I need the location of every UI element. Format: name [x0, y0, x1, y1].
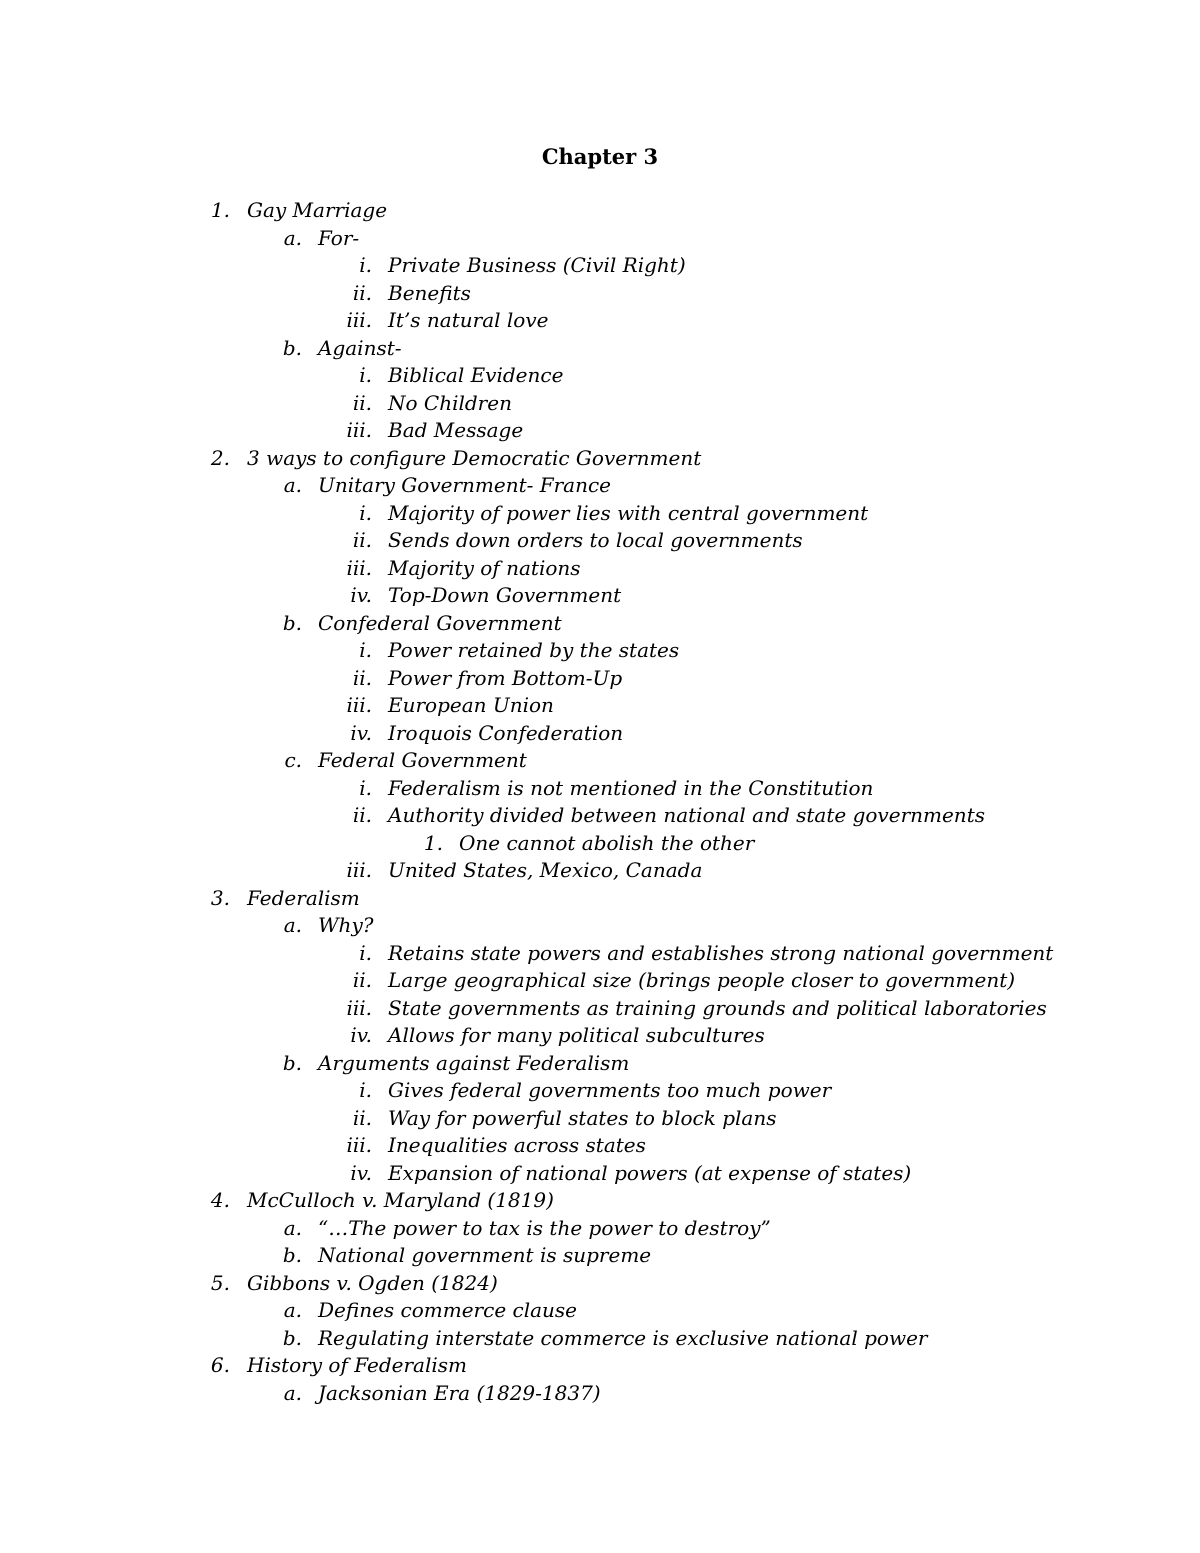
outline-item-marker: b.	[282, 1050, 302, 1075]
outline-item-level-3	[0, 1022, 1200, 1050]
outline-item-marker: 1.	[210, 198, 230, 222]
outline-item-marker: 1.	[423, 830, 443, 855]
outline-item-marker: 6.	[210, 1353, 230, 1377]
outline-item-level-2	[0, 1050, 1200, 1078]
outline-item-text: Defines commerce clause	[318, 1298, 578, 1322]
outline-item-level-3	[0, 692, 1200, 720]
outline-item-level-3	[0, 582, 1200, 610]
outline-item-marker: a.	[283, 1380, 302, 1405]
outline-item-level-2	[0, 610, 1200, 638]
outline-item-text: It’s natural love	[388, 308, 549, 332]
outline-item-marker: iv.	[350, 720, 372, 745]
outline-item-level-3	[0, 252, 1200, 280]
outline-item-level-3	[0, 940, 1200, 968]
outline-item-text: Confederal Government	[318, 610, 562, 635]
outline-item-text: Majority of power lies with central government	[388, 500, 869, 525]
outline-item-marker: i.	[359, 940, 372, 965]
outline-item-level-3	[0, 637, 1200, 665]
outline-item-level-3	[0, 1132, 1200, 1160]
outline-item-text: Bad Message	[388, 418, 524, 442]
outline-item-text: Way for powerful states to block plans	[388, 1105, 777, 1130]
outline-item-marker: i.	[359, 775, 372, 800]
outline-list	[0, 197, 1200, 1407]
outline-item-marker: ii.	[352, 390, 372, 415]
outline-item-marker: iii.	[346, 418, 372, 442]
outline-item-text: Benefits	[388, 280, 471, 305]
outline-item-marker: a.	[283, 473, 302, 497]
outline-item-level-1	[0, 1187, 1200, 1215]
outline-item-marker: c.	[284, 748, 302, 772]
outline-item-level-3	[0, 527, 1200, 555]
outline-item-level-3	[0, 857, 1200, 885]
outline-item-text: Gives federal governments too much power	[388, 1078, 832, 1102]
outline-item-marker: ii.	[352, 803, 372, 827]
outline-item-level-3	[0, 802, 1200, 830]
outline-item-text: Large geographical size (brings people closer to government)	[388, 968, 1016, 992]
outline-item-level-2	[0, 1325, 1200, 1353]
outline-item-level-1	[0, 445, 1200, 473]
outline-item-level-1	[0, 885, 1200, 913]
outline-item-text: Biblical Evidence	[388, 363, 564, 387]
outline-item-text: Expansion of national powers (at expense of states)	[388, 1160, 912, 1185]
outline-item-marker: a.	[283, 225, 302, 250]
outline-item-marker: ii.	[352, 1105, 372, 1130]
outline-item-text: Federalism	[247, 885, 360, 910]
outline-item-marker: 4.	[210, 1188, 230, 1212]
outline-item-marker: iv.	[350, 1023, 372, 1047]
outline-item-marker: i.	[359, 1078, 372, 1102]
outline-item-text: State governments as training grounds and political laboratories	[388, 995, 1047, 1020]
outline-item-marker: iv.	[350, 1160, 372, 1185]
outline-item-marker: iii.	[346, 858, 372, 882]
outline-item-level-1	[0, 197, 1200, 225]
outline-item-marker: iii.	[346, 995, 372, 1020]
outline-item-text: Arguments against Federalism	[318, 1050, 630, 1075]
outline-item-text: Gay Marriage	[247, 198, 388, 222]
outline-item-marker: b.	[282, 335, 302, 360]
outline-item-level-3	[0, 280, 1200, 308]
outline-item-level-1	[0, 1270, 1200, 1298]
outline-item-level-2	[0, 1215, 1200, 1243]
outline-item-text: Sends down orders to local governments	[388, 528, 803, 552]
outline-item-text: Regulating interstate commerce is exclusive national power	[318, 1325, 928, 1350]
outline-item-level-3	[0, 665, 1200, 693]
outline-item-text: Top-Down Government	[388, 583, 622, 607]
outline-item-text: History of Federalism	[247, 1353, 467, 1377]
outline-item-marker: i.	[359, 253, 372, 277]
outline-item-text: Authority divided between national and state governments	[388, 803, 985, 827]
outline-item-level-2	[0, 1297, 1200, 1325]
outline-item-text: No Children	[388, 390, 512, 415]
outline-item-text: Against-	[318, 335, 402, 360]
outline-item-text: Gibbons v. Ogden (1824)	[247, 1270, 498, 1295]
outline-item-level-2	[0, 1380, 1200, 1408]
outline-item-marker: iii.	[346, 1133, 372, 1157]
outline-item-text: Why?	[318, 913, 374, 937]
outline-item-text: European Union	[388, 693, 554, 717]
outline-item-marker: i.	[359, 638, 372, 662]
outline-item-marker: 2.	[210, 445, 230, 470]
outline-item-marker: i.	[359, 363, 372, 387]
outline-item-level-2	[0, 472, 1200, 500]
outline-item-level-2	[0, 912, 1200, 940]
outline-item-text: Majority of nations	[388, 555, 581, 580]
outline-item-text: Jacksonian Era (1829-1837)	[318, 1380, 601, 1405]
outline-item-marker: iv.	[350, 583, 372, 607]
outline-item-marker: iii.	[346, 308, 372, 332]
outline-item-marker: 5.	[210, 1270, 230, 1295]
outline-item-text: Private Business (Civil Right)	[388, 253, 686, 277]
outline-item-marker: b.	[282, 610, 302, 635]
outline-item-marker: ii.	[352, 528, 372, 552]
outline-item-marker: ii.	[352, 665, 372, 690]
outline-item-marker: i.	[359, 500, 372, 525]
outline-item-text: “…The power to tax is the power to destroy”	[318, 1215, 771, 1240]
outline-item-text: For-	[318, 225, 360, 250]
outline-item-marker: a.	[283, 913, 302, 937]
outline-item-level-3	[0, 967, 1200, 995]
outline-item-level-3	[0, 307, 1200, 335]
outline-item-text: Iroquois Confederation	[388, 720, 624, 745]
outline-item-level-3	[0, 995, 1200, 1023]
outline-item-level-2	[0, 225, 1200, 253]
outline-item-text: National government is supreme	[318, 1243, 652, 1267]
outline-item-marker: a.	[283, 1215, 302, 1240]
outline-item-text: Power from Bottom-Up	[388, 665, 623, 690]
outline-item-level-3	[0, 720, 1200, 748]
outline-item-text: Federalism is not mentioned in the Constitution	[388, 775, 874, 800]
outline-item-text: Power retained by the states	[388, 638, 680, 662]
outline-item-level-3	[0, 1077, 1200, 1105]
outline-item-marker: b.	[282, 1325, 302, 1350]
outline-item-level-3	[0, 1105, 1200, 1133]
outline-item-level-4	[0, 830, 1200, 858]
outline-item-text: Retains state powers and establishes strong national government	[388, 940, 1054, 965]
outline-item-text: One cannot abolish the other	[459, 830, 755, 855]
outline-item-level-2	[0, 1242, 1200, 1270]
outline-item-marker: 3.	[210, 885, 230, 910]
outline-item-text: McCulloch v. Maryland (1819)	[247, 1188, 554, 1212]
outline-item-text: Inequalities across states	[388, 1133, 646, 1157]
outline-item-text: United States, Mexico, Canada	[388, 858, 703, 882]
outline-item-level-3	[0, 390, 1200, 418]
outline-item-marker: ii.	[352, 968, 372, 992]
outline-item-level-2	[0, 335, 1200, 363]
outline-item-level-3	[0, 362, 1200, 390]
outline-item-text: 3 ways to configure Democratic Government	[247, 445, 702, 470]
outline-item-level-3	[0, 1160, 1200, 1188]
outline-item-marker: ii.	[352, 280, 372, 305]
outline-item-marker: iii.	[346, 555, 372, 580]
outline-item-marker: a.	[283, 1298, 302, 1322]
outline-item-level-1	[0, 1352, 1200, 1380]
outline-item-text: Federal Government	[318, 748, 527, 772]
outline-item-level-3	[0, 417, 1200, 445]
outline-item-level-3	[0, 555, 1200, 583]
outline-item-level-3	[0, 500, 1200, 528]
outline-item-marker: iii.	[346, 693, 372, 717]
outline-item-marker: b.	[282, 1243, 302, 1267]
outline-item-text: Unitary Government- France	[318, 473, 612, 497]
outline-item-level-3	[0, 775, 1200, 803]
outline-item-text: Allows for many political subcultures	[388, 1023, 765, 1047]
outline-item-level-2	[0, 747, 1200, 775]
page-title: Chapter 3	[541, 144, 659, 169]
